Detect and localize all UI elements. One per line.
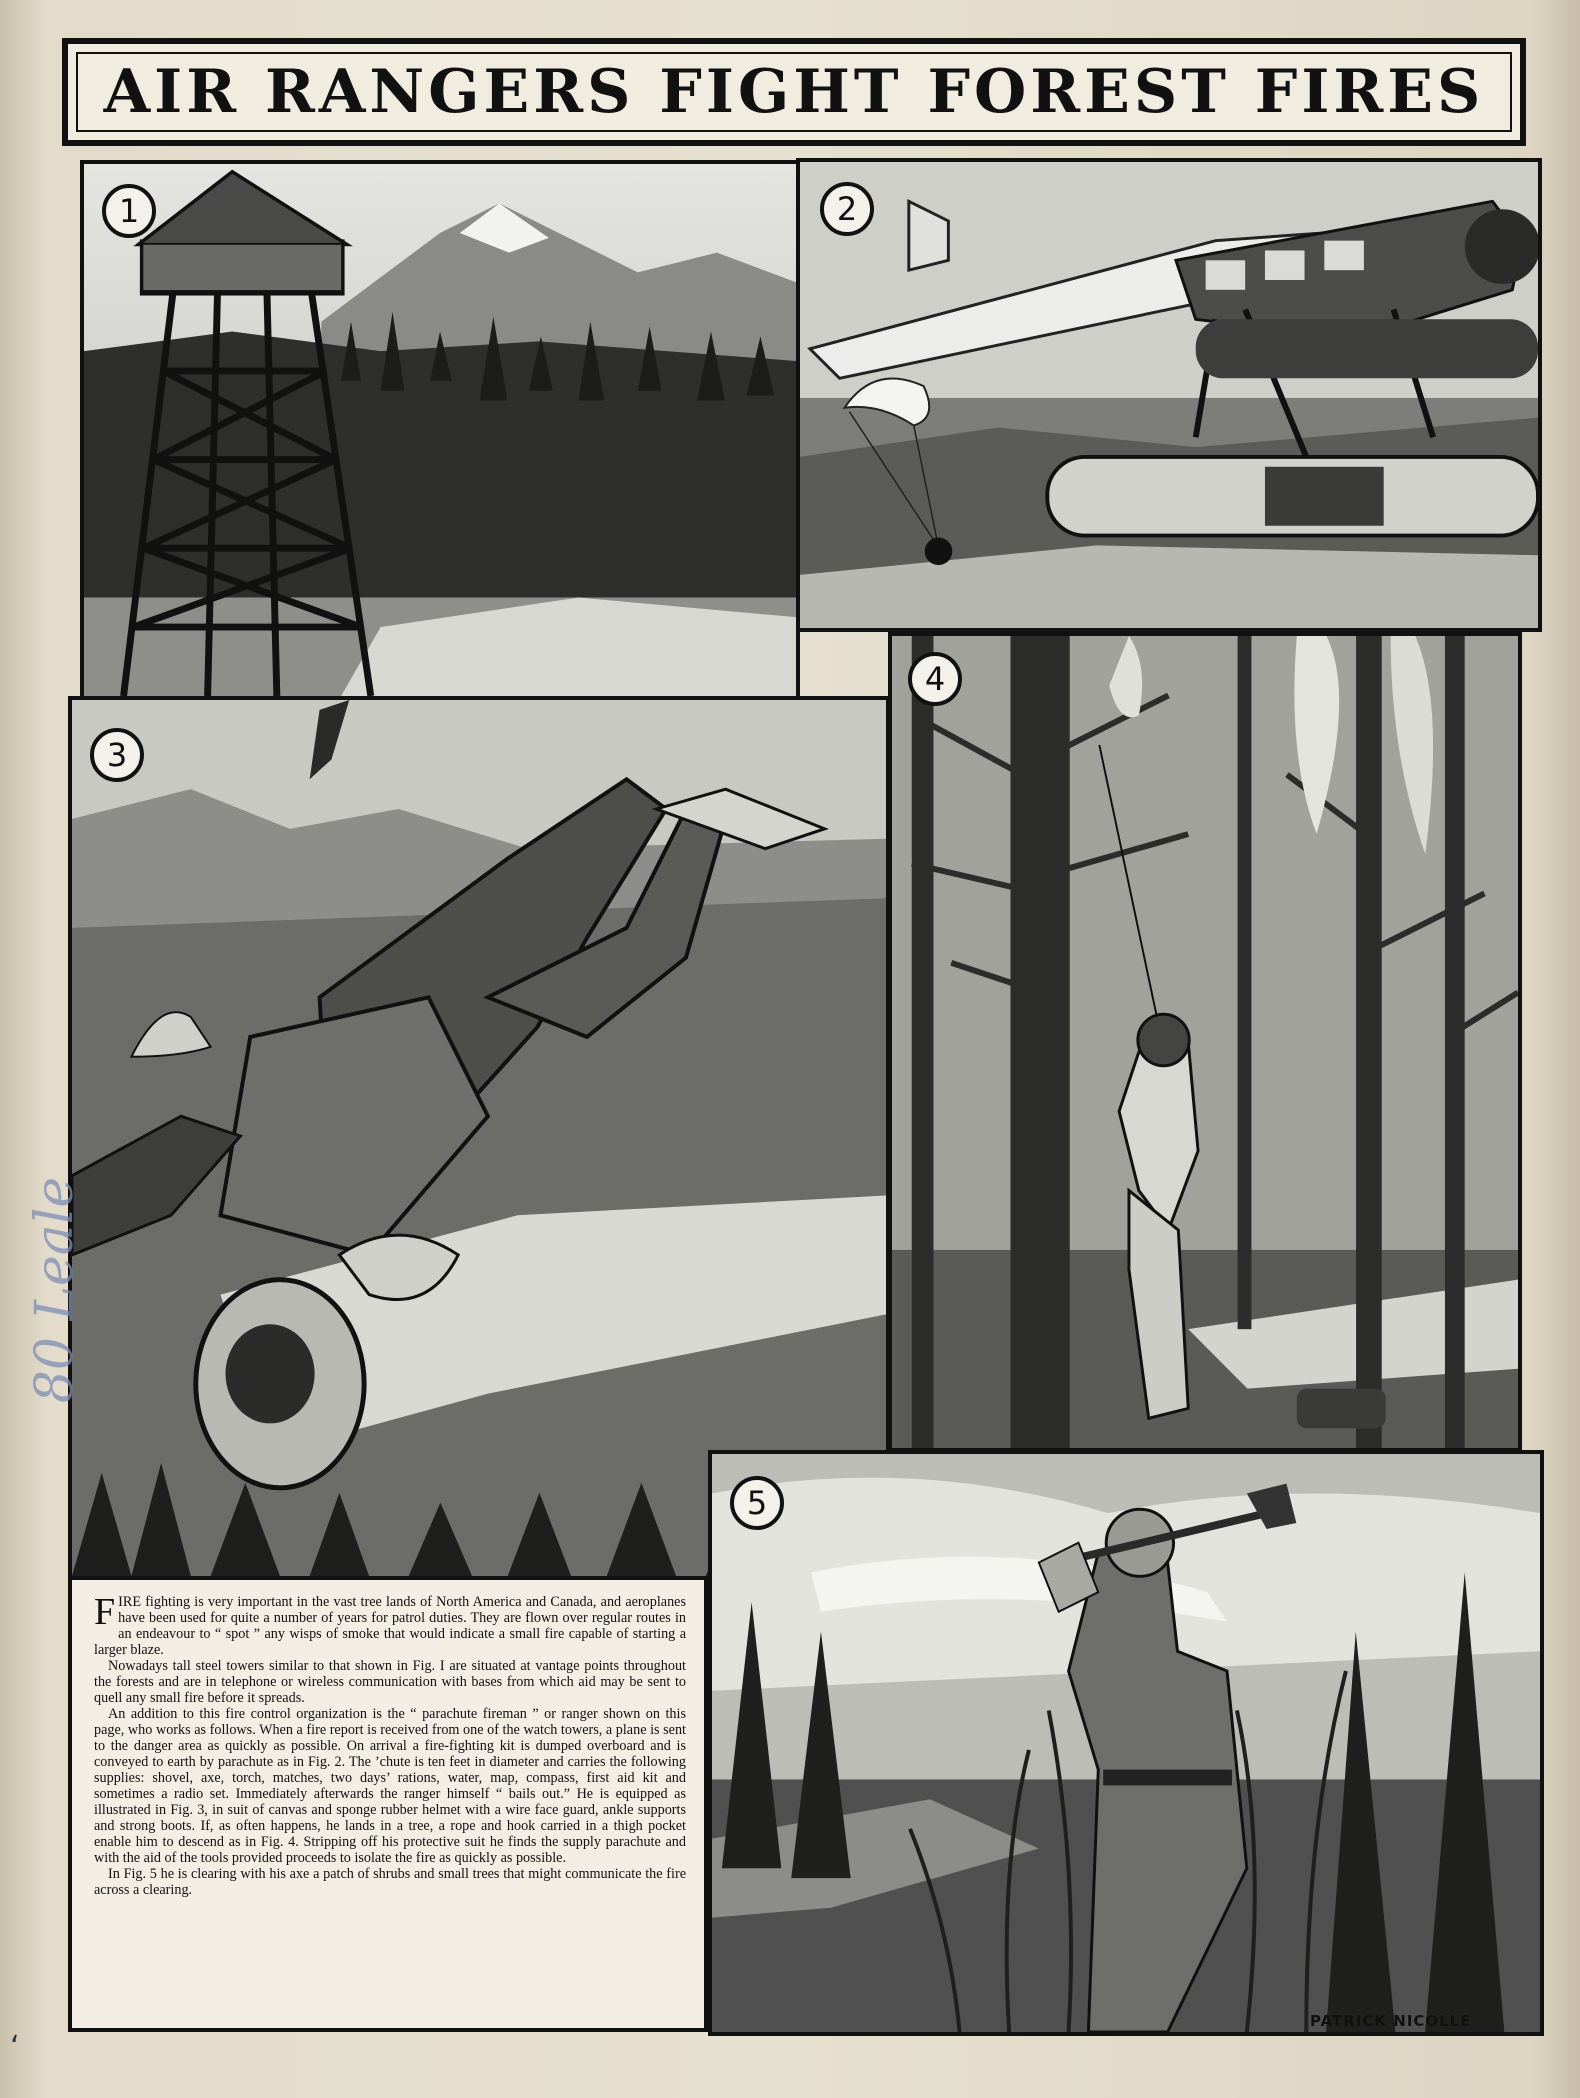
article-text-box (68, 1576, 708, 2032)
figure-number-badge: 5 (730, 1476, 784, 1530)
panel-5 (708, 1450, 1544, 2036)
handwritten-annotation: 80 Leale (25, 1176, 86, 1404)
figure-number-badge: 2 (820, 182, 874, 236)
figure-number-badge: 1 (102, 184, 156, 238)
panel-3 (68, 696, 890, 1580)
float-plane-illustration (800, 162, 1538, 628)
figure-number-badge: 3 (90, 728, 144, 782)
panel-2 (796, 158, 1542, 632)
article-paragraph: In Fig. 5 he is clearing with his axe a patch of shrubs and small trees that might communicate the fire across a clearing. (94, 1866, 686, 1898)
article-paragraph: Nowadays tall steel towers similar to that shown in Fig. I are situated at vantage points throughout the forests and are in telephone or wireless communication with bases from which aid may be sent to quell any small fire before it spreads. (94, 1658, 686, 1706)
ranger-with-axe-illustration (712, 1454, 1540, 2032)
panel-4 (888, 632, 1522, 1452)
ranger-descending-tree-illustration (892, 636, 1518, 1448)
figure-number-badge: 4 (908, 652, 962, 706)
page-title: AIR RANGERS FIGHT FOREST FIRES (103, 57, 1485, 127)
article-paragraph: FIRE fighting is very important in the vast tree lands of North America and Canada, and aeroplanes have been used for quite a number of years for patrol duties. They are flown over regular routes in an endeavour to “ spot ” any wisps of smoke that would indicate a small fire capable of starting a larger blaze. (94, 1591, 686, 1658)
article-paragraph: An addition to this fire control organization is the “ parachute fireman ” or ranger shown on this page, who works as follows. When a fire report is received from one of the watch towers, a plane is sent to the danger area as quickly as possible. On arrival a fire-fighting kit is dumped overboard and is conveyed to earth by parachute as in Fig. 2. The ’chute is ten feet in diameter and carries the following supplies: shovel, axe, torch, matches, two days’ rations, water, map, compass, first aid kit and sometimes a radio set. Immediately afterwards the ranger himself “ bails out.” He is equipped as illustrated in Fig. 3, in suit of canvas and sponge rubber helmet with a wire face guard, ankle supports and strong boots. If, as often happens, he lands in a tree, a rope and hook carried in a thigh pocket enable him to descend as in Fig. 4. Stripping off his protective suit he finds the supply parachute and with the aid of the tools provided proceeds to isolate the fire as quickly as possible. (94, 1706, 686, 1866)
watch-tower-illustration (84, 164, 796, 696)
title-banner (62, 38, 1526, 146)
margin-mark: ‘ (10, 2030, 20, 2065)
panel-1 (80, 160, 800, 700)
artist-signature: PATRICK NICOLLE (1310, 2012, 1472, 2030)
parachuting-ranger-illustration (72, 700, 886, 1576)
drop-cap: F (94, 1591, 116, 1633)
